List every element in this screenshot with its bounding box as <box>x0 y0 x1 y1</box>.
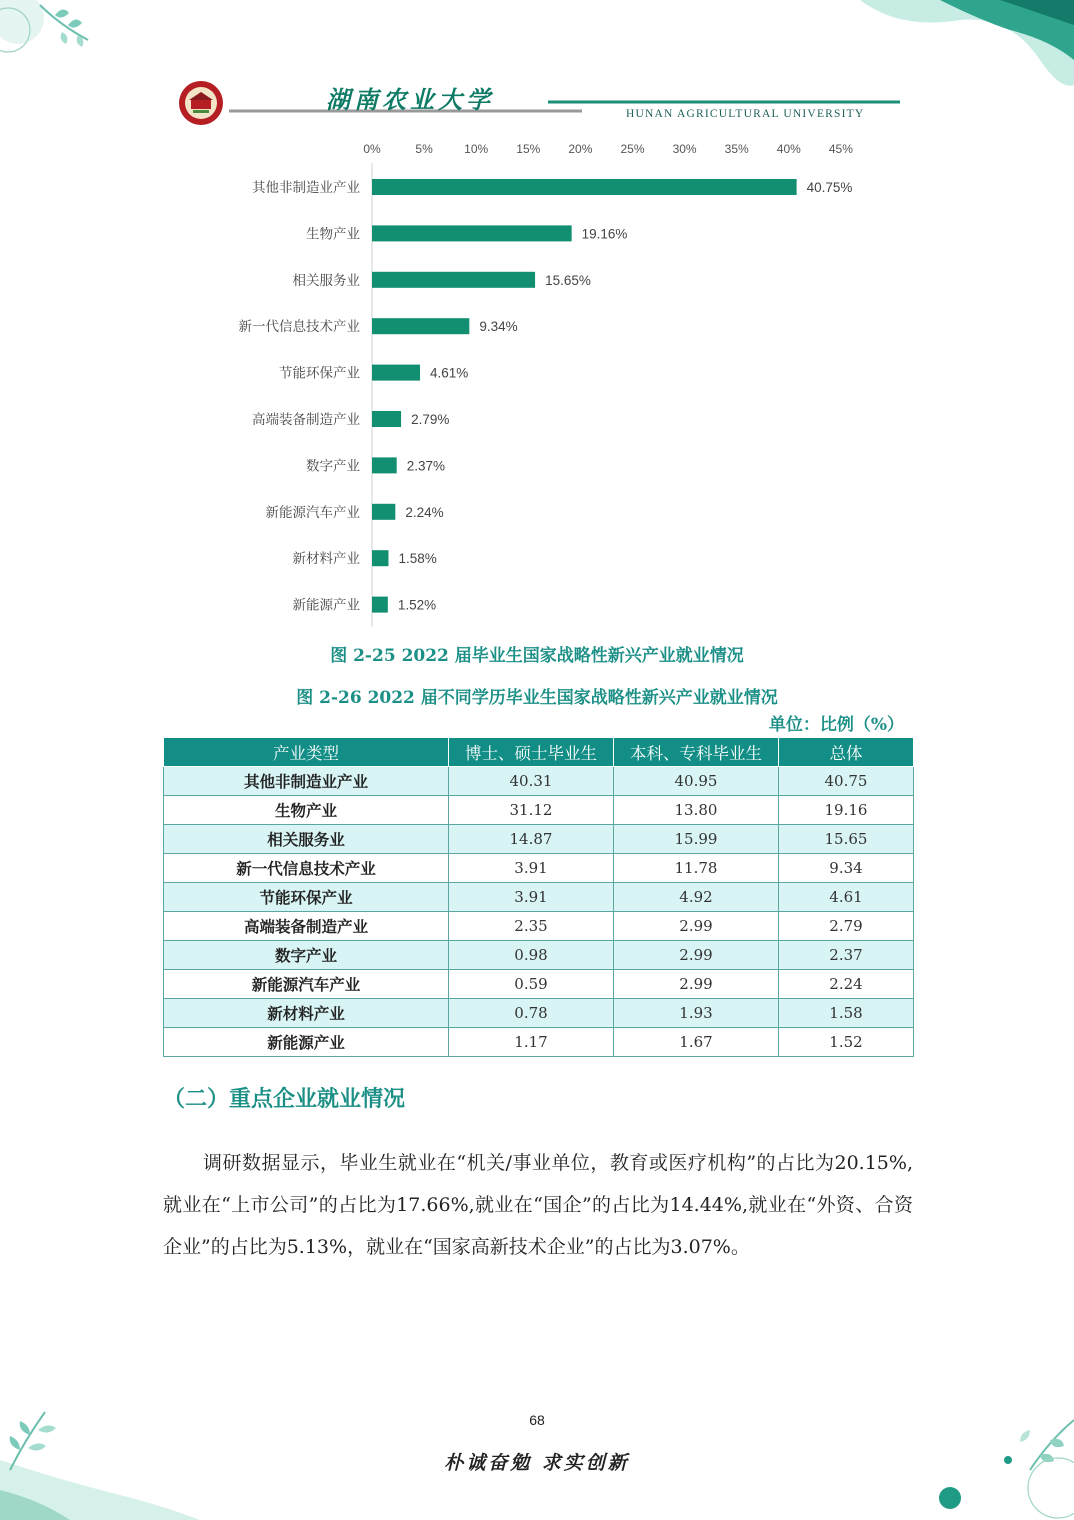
section-heading: （二）重点企业就业情况 <box>163 1087 406 1112</box>
table-cell: 0.98 <box>449 941 614 970</box>
table-cell: 15.99 <box>614 825 779 854</box>
table-cell: 2.37 <box>779 941 914 970</box>
chart-data-label: 15.65% <box>545 272 591 288</box>
industry-employment-chart <box>0 0 1074 640</box>
chart-category-label: 节能环保产业 <box>279 365 360 382</box>
chart-bar <box>372 318 469 334</box>
chart-bar <box>372 504 395 520</box>
table-cell: 0.78 <box>449 999 614 1028</box>
table-cell: 2.99 <box>614 912 779 941</box>
chart-data-label: 4.61% <box>430 365 469 381</box>
chart-data-label: 2.37% <box>406 458 445 474</box>
chart-x-tick-label: 45% <box>828 142 853 156</box>
chart-x-tick-label: 35% <box>724 142 749 156</box>
chart-x-tick-label: 20% <box>568 142 593 156</box>
chart-bar <box>372 225 572 241</box>
chart-bar <box>372 365 420 381</box>
table-header-cell: 产业类型 <box>164 738 449 767</box>
table-header-cell: 本科、专科毕业生 <box>614 738 779 767</box>
table-cell: 40.95 <box>614 767 779 796</box>
body-paragraph: 调研数据显示，毕业生就业在“机关/事业单位，教育或医疗机构”的占比为20.15%,就业在“上市公司”的占比为17.66%,就业在“国企”的占比为14.44%,就业在“外资、合资企业”的占比为5.13%，就业在“国家高新技术企业”的占比为3.07%。 <box>163 1152 913 1258</box>
table-cell: 数字产业 <box>164 941 449 970</box>
table-caption: 图 2-26 2022 届不同学历毕业生国家战略性新兴产业就业情况 <box>296 688 778 708</box>
table-cell: 1.93 <box>614 999 779 1028</box>
table-cell: 15.65 <box>779 825 914 854</box>
table-cell: 其他非制造业产业 <box>164 767 449 796</box>
chart-category-label: 数字产业 <box>306 458 360 475</box>
chart-bar <box>372 179 797 195</box>
table-row <box>164 767 914 796</box>
table-row <box>164 825 914 854</box>
figure-caption: 图 2-25 2022 届毕业生国家战略性新兴产业就业情况 <box>330 646 744 666</box>
university-name: 湖南农业大学 <box>326 85 494 114</box>
industry-by-degree-table <box>163 737 914 1057</box>
table-row <box>164 854 914 883</box>
table-cell: 1.52 <box>779 1028 914 1057</box>
table-cell: 新材料产业 <box>164 999 449 1028</box>
chart-bar <box>372 550 388 566</box>
chart-category-label: 相关服务业 <box>292 272 360 289</box>
table-cell: 2.99 <box>614 970 779 999</box>
chart-x-tick-label: 25% <box>620 142 645 156</box>
chart-x-tick-label: 15% <box>516 142 541 156</box>
table-cell: 新一代信息技术产业 <box>164 854 449 883</box>
table-cell: 生物产业 <box>164 796 449 825</box>
table-cell: 1.67 <box>614 1028 779 1057</box>
chart-x-tick-label: 10% <box>464 142 489 156</box>
table-cell: 0.59 <box>449 970 614 999</box>
table-header-row <box>164 738 914 767</box>
table-row <box>164 912 914 941</box>
table-cell: 9.34 <box>779 854 914 883</box>
chart-x-tick-label: 5% <box>415 142 433 156</box>
table-row <box>164 999 914 1028</box>
chart-bar <box>372 272 535 288</box>
table-cell: 31.12 <box>449 796 614 825</box>
chart-category-label: 新能源汽车产业 <box>265 504 360 521</box>
chart-bar <box>372 457 397 473</box>
table-unit-label: 单位：比例（%） <box>768 715 904 735</box>
chart-x-tick-label: 0% <box>363 142 381 156</box>
table-cell: 2.79 <box>779 912 914 941</box>
chart-data-label: 9.34% <box>479 319 518 335</box>
university-name-english: HUNAN AGRICULTURAL UNIVERSITY <box>626 108 865 120</box>
table-row <box>164 970 914 999</box>
chart-category-labels <box>239 179 361 614</box>
table-row <box>164 1028 914 1057</box>
table-cell: 2.24 <box>779 970 914 999</box>
chart-data-label: 19.16% <box>581 226 628 242</box>
table-cell: 1.17 <box>449 1028 614 1057</box>
page-number: 68 <box>529 1412 545 1428</box>
chart-category-label: 新一代信息技术产业 <box>238 319 360 336</box>
chart-data-label: 40.75% <box>806 180 853 195</box>
table-cell: 2.35 <box>449 912 614 941</box>
chart-bars <box>372 179 797 613</box>
table-cell: 新能源产业 <box>164 1028 449 1057</box>
table-row <box>164 883 914 912</box>
table-cell: 高端装备制造产业 <box>164 912 449 941</box>
chart-category-label: 高端装备制造产业 <box>252 412 360 428</box>
table-cell: 40.31 <box>449 767 614 796</box>
chart-category-label: 生物产业 <box>306 226 360 243</box>
table-cell: 14.87 <box>449 825 614 854</box>
table-row <box>164 941 914 970</box>
table-cell: 2.99 <box>614 941 779 970</box>
chart-bar <box>372 597 388 613</box>
chart-bar <box>372 411 401 427</box>
chart-category-label: 新材料产业 <box>292 551 360 568</box>
chart-value-labels <box>398 180 853 613</box>
chart-x-tick-label: 30% <box>672 142 697 156</box>
chart-category-label: 其他非制造业产业 <box>252 180 360 196</box>
table-cell: 节能环保产业 <box>164 883 449 912</box>
table-cell: 19.16 <box>779 796 914 825</box>
chart-data-label: 1.52% <box>397 597 437 613</box>
chart-x-tick-label: 40% <box>776 142 801 156</box>
table-cell: 4.61 <box>779 883 914 912</box>
chart-x-ticks <box>363 142 853 156</box>
chart-data-label: 2.24% <box>405 504 444 520</box>
chart-data-label: 2.79% <box>411 412 450 427</box>
table-cell: 40.75 <box>779 767 914 796</box>
table-cell: 4.92 <box>614 883 779 912</box>
table-cell: 3.91 <box>449 854 614 883</box>
table-cell: 3.91 <box>449 883 614 912</box>
table-row <box>164 796 914 825</box>
chart-data-label: 1.58% <box>398 551 437 567</box>
table-cell: 1.58 <box>779 999 914 1028</box>
table-header-cell: 总体 <box>779 738 914 767</box>
table-cell: 相关服务业 <box>164 825 449 854</box>
table-header-cell: 博士、硕士毕业生 <box>449 738 614 767</box>
footer-motto: 朴诚奋勉 求实创新 <box>444 1452 630 1474</box>
table-cell: 11.78 <box>614 854 779 883</box>
chart-category-label: 新能源产业 <box>292 597 360 614</box>
table-cell: 新能源汽车产业 <box>164 970 449 999</box>
table-cell: 13.80 <box>614 796 779 825</box>
